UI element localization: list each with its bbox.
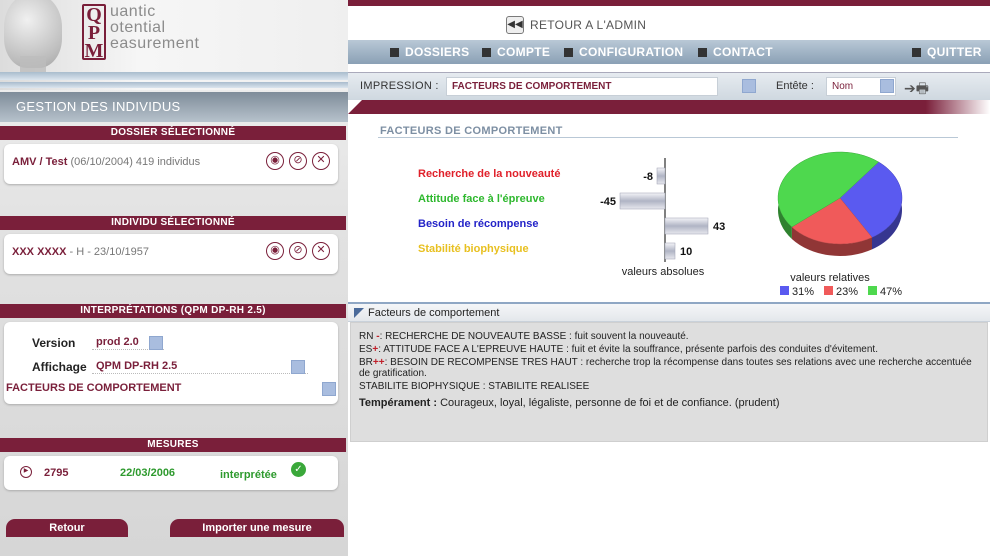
impression-select[interactable]: FACTEURS DE COMPORTEMENT xyxy=(446,77,718,96)
edit-slash-icon[interactable]: ⊘ xyxy=(289,242,307,260)
category-label: Besoin de récompense xyxy=(418,218,539,230)
impression-bar xyxy=(348,72,990,100)
bar xyxy=(665,218,708,234)
bars-group xyxy=(600,168,725,259)
pie-chart xyxy=(768,140,928,305)
mesures-header: MESURES xyxy=(0,438,346,452)
legend-swatch xyxy=(824,286,833,295)
interpretation-line: RN -: RECHERCHE DE NOUVEAUTE BASSE : fuit souvent la nouveauté. xyxy=(359,331,689,342)
impression-dropdown-button[interactable] xyxy=(742,79,756,93)
bar-value-label: 43 xyxy=(713,221,726,233)
interpretation-line: ES+: ATTITUDE FACE A L'EPREUVE HAUTE : fuit et évite la souffrance, présente parfois des conduites d'évitement. xyxy=(359,344,878,355)
dossier-panel xyxy=(4,144,338,184)
temperament: Tempérament : Courageux, loyal, légaliste, personne de foi et de confiance. (prudent) xyxy=(359,397,780,409)
mesure-status: interprétée xyxy=(220,469,277,481)
version-label: Version xyxy=(32,336,76,350)
sidebar-title: GESTION DES INDIVIDUS xyxy=(0,92,348,122)
legend-label: 31% xyxy=(792,286,815,298)
retour-admin-link[interactable]: ◀◀ RETOUR A L'ADMIN xyxy=(507,18,647,32)
view-eye-icon[interactable]: ◉ xyxy=(266,152,284,170)
legend-swatch xyxy=(780,286,789,295)
retour-button[interactable]: Retour xyxy=(6,519,128,537)
importer-mesure-button[interactable]: Importer une mesure xyxy=(170,519,344,537)
mesure-row[interactable] xyxy=(4,456,338,490)
mesure-id: 2795 xyxy=(44,467,69,479)
interpretation-body xyxy=(350,322,988,442)
bar xyxy=(657,168,665,184)
nav-quitter[interactable]: QUITTER xyxy=(912,40,982,64)
rewind-icon: ◀◀ xyxy=(506,16,524,34)
nav-compte[interactable]: COMPTE xyxy=(482,40,550,64)
entete-label: Entête : xyxy=(776,80,814,92)
qpm-logo-letters: Q P M xyxy=(82,4,106,60)
nav-dossiers[interactable]: DOSSIERS xyxy=(390,40,469,64)
entete-dropdown-button[interactable] xyxy=(880,79,894,93)
version-dropdown-button[interactable] xyxy=(149,336,163,350)
legend-swatch xyxy=(868,286,877,295)
bar-value-label: -8 xyxy=(643,171,653,183)
category-label: Recherche de la nouveauté xyxy=(418,168,561,180)
impression-label: IMPRESSION : xyxy=(360,80,439,92)
bar-value-label: 10 xyxy=(680,246,693,258)
facteurs-label: FACTEURS DE COMPORTEMENT xyxy=(6,382,182,394)
category-label: Stabilité biophysique xyxy=(418,243,529,255)
affichage-select[interactable]: QPM DP-RH 2.5 xyxy=(96,360,178,372)
bar-value-label: -45 xyxy=(600,196,616,208)
dossier-name[interactable]: AMV / Test xyxy=(12,156,68,168)
interpretation-line: STABILITE BIOPHYSIQUE : STABILITE REALISEE xyxy=(359,381,590,392)
mesure-date: 22/03/2006 xyxy=(120,467,176,479)
play-icon[interactable]: ▶ xyxy=(20,466,32,478)
sidebar xyxy=(0,0,348,556)
interpretation-header: Facteurs de comportement xyxy=(348,302,990,322)
category-label: Attitude face à l'épreuve xyxy=(418,193,545,205)
print-icon[interactable]: ➔🖶 xyxy=(904,80,929,96)
affichage-dropdown-button[interactable] xyxy=(291,360,305,374)
interpretation-line: BR++: BESOIN DE RECOMPENSE TRES HAUT : recherche trop la récompense dans toutes ses relations avec une recherche accentuée de gratification. xyxy=(359,357,972,379)
bar-xlabel: valeurs absolues xyxy=(621,266,705,278)
main-nav xyxy=(348,40,990,64)
affichage-label: Affichage xyxy=(32,360,87,374)
entete-select[interactable]: Nom xyxy=(826,77,896,96)
nav-configuration[interactable]: CONFIGURATION xyxy=(564,40,683,64)
bar xyxy=(620,193,665,209)
version-select[interactable]: prod 2.0 xyxy=(96,336,139,348)
individu-panel xyxy=(4,234,338,274)
pie-group xyxy=(778,152,902,256)
individu-name[interactable]: XXX XXXX xyxy=(12,246,67,258)
facteurs-dropdown-button[interactable] xyxy=(322,382,336,396)
individu-meta: - H - 23/10/1957 xyxy=(69,246,149,258)
interpretations-panel xyxy=(4,322,338,404)
check-icon: ✓ xyxy=(291,462,306,477)
pie-xlabel: valeurs relatives xyxy=(790,272,870,284)
bar xyxy=(665,243,675,259)
dossier-meta: (06/10/2004) 419 individus xyxy=(70,156,201,168)
triangle-icon xyxy=(354,308,364,318)
legend-label: 47% xyxy=(880,286,903,298)
interpretations-header: INTERPRÉTATIONS (QPM DP-RH 2.5) xyxy=(0,304,346,318)
logo-words: uantic otential easurement xyxy=(110,3,200,52)
section-title: FACTEURS DE COMPORTEMENT xyxy=(380,125,563,137)
nav-contact[interactable]: CONTACT xyxy=(698,40,773,64)
individu-header: INDIVIDU SÉLECTIONNÉ xyxy=(0,216,346,230)
legend-label: 23% xyxy=(836,286,859,298)
edit-slash-icon[interactable]: ⊘ xyxy=(289,152,307,170)
close-x-icon[interactable]: ✕ xyxy=(312,152,330,170)
pie-legend xyxy=(780,286,902,298)
bar-chart xyxy=(588,150,758,285)
close-x-icon[interactable]: ✕ xyxy=(312,242,330,260)
view-eye-icon[interactable]: ◉ xyxy=(266,242,284,260)
dossier-header: DOSSIER SÉLECTIONNÉ xyxy=(0,126,346,140)
